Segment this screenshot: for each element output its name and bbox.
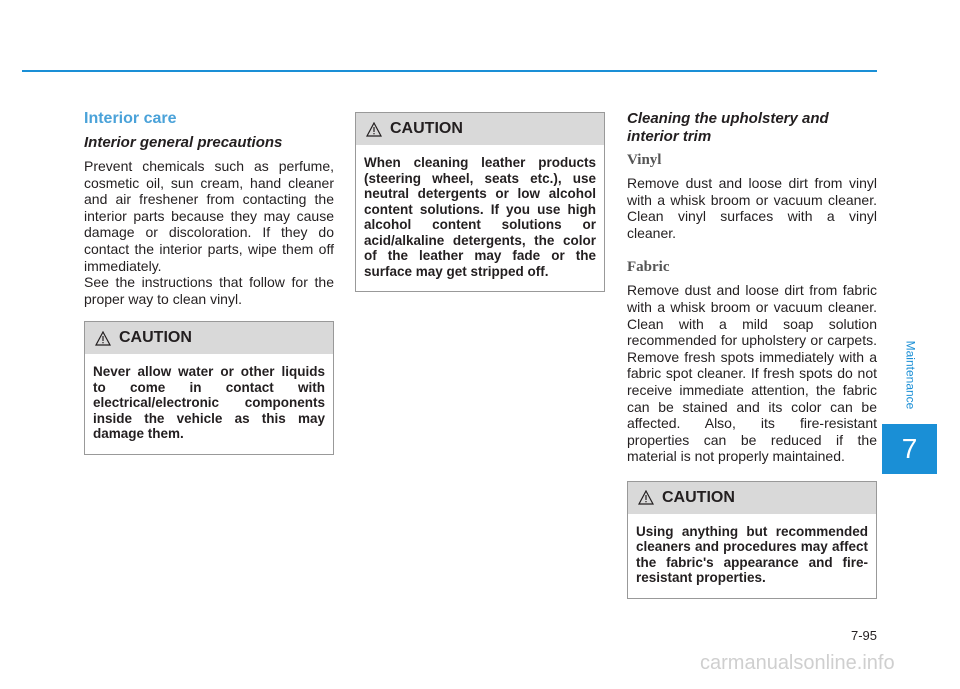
- vinyl-heading: Vinyl: [627, 152, 662, 168]
- warning-triangle-icon: [638, 490, 654, 505]
- paragraph: See the instructions that follow for the proper way to clean vinyl.: [84, 274, 334, 307]
- caution-text: Never allow water or other liquids to come in contact with electrical/electronic components inside the vehicle as this may damage them.: [93, 364, 325, 442]
- side-chapter-label: Maintenance: [903, 340, 917, 410]
- caution-box: [355, 112, 605, 292]
- caution-title: CAUTION: [662, 488, 735, 506]
- caution-text: When cleaning leather products (steering wheel, seats etc.), use neutral detergents or low alcohol content solutions. If you use high alcohol content solutions or acid/alkaline detergents, the color of the leather may fade or the surface may get stripped off.: [364, 155, 596, 279]
- caution-header: [356, 113, 604, 145]
- column-2: [355, 112, 605, 292]
- column-1: [84, 110, 334, 455]
- caution-box: [627, 481, 877, 599]
- paragraph: Remove dust and loose dirt from vinyl with a whisk broom or vacuum cleaner. Clean vinyl surfaces with a vinyl cleaner.: [627, 175, 877, 241]
- caution-box: [84, 321, 334, 455]
- caution-title: CAUTION: [390, 120, 463, 137]
- caution-text: Using anything but recommended cleaners and procedures may affect the fabric's appearance and fire-resistant properties.: [636, 523, 868, 586]
- caution-header: [628, 482, 876, 514]
- warning-triangle-icon: [366, 122, 382, 137]
- watermark: carmanualsonline.info: [700, 652, 895, 674]
- subheading: Cleaning the upholstery and interior trim: [627, 110, 829, 145]
- warning-triangle-icon: [95, 331, 111, 346]
- paragraph: Remove dust and loose dirt from fabric with a whisk broom or vacuum cleaner. Clean with a mild soap solution recommended for upholstery or carpets. Remove fresh spots immediately with a fabric spot cleaner. If fresh spots do not receive immediate attention, the fabric can be stained and its color can be affected. Also, its fire-resistant properties can be reduced if the material is not properly maintained.: [627, 282, 877, 465]
- subheading: Interior general precautions: [84, 134, 283, 151]
- section-title: Interior care: [84, 110, 177, 127]
- header-rule: [22, 70, 877, 72]
- caution-title: CAUTION: [119, 329, 192, 347]
- page-number: 7-95: [850, 628, 877, 643]
- chapter-tab: 7: [882, 424, 937, 474]
- paragraph: Prevent chemicals such as perfume, cosmetic oil, sun cream, hand cleaner and air freshener from contacting the interior parts because they may cause damage or discoloration. If they do contact the interior parts, wipe them off immediately.: [84, 158, 334, 274]
- caution-header: [85, 322, 333, 354]
- column-3: [627, 110, 877, 599]
- fabric-heading: Fabric: [627, 259, 670, 276]
